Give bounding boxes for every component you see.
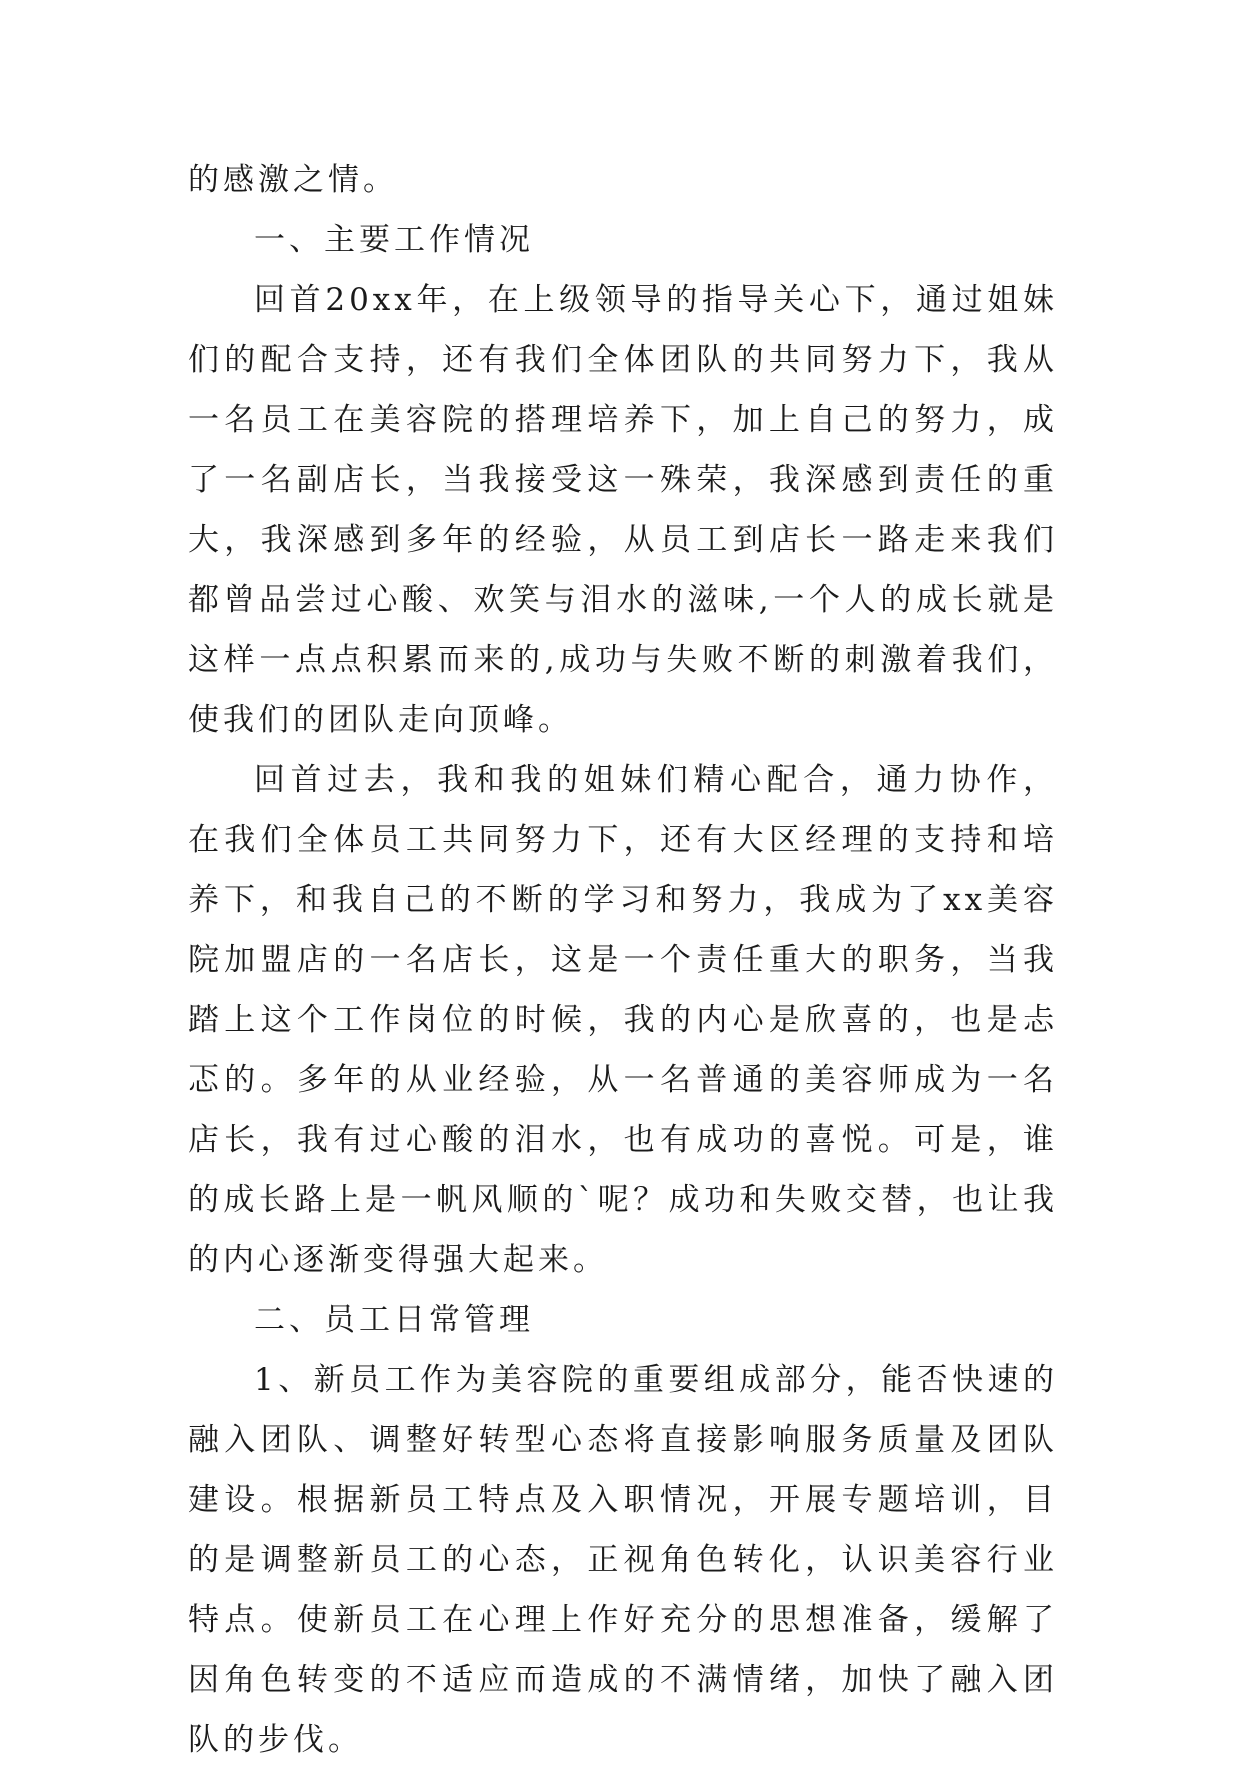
paragraph-review-past: 回首过去，我和我的姐妹们精心配合，通力协作，在我们全体员工共同努力下，还有大区经理的支持和培养下，和我自己的不断的学习和努力，我成为了xx美容院加盟店的一名店长，这是一个责任重大的职务，当我踏上这个工作岗位的时候，我的内心是欣喜的，也是忐忑的。多年的从业经验，从一名普通的美容师成为一名店长，我有过心酸的泪水，也有成功的喜悦。可是，谁的成长路上是一帆风顺的`呢？成功和失败交替，也让我的内心逐渐变得强大起来。	[188, 762, 1058, 1278]
section-heading-main-work: 一、主要工作情况	[254, 222, 534, 258]
paragraph-review-year: 回首20xx年，在上级领导的指导关心下，通过姐妹们的配合支持，还有我们全体团队的共同努力下，我从一名员工在美容院的搭理培养下，加上自己的努力，成了一名副店长，当我接受这一殊荣，我深感到责任的重大，我深感到多年的经验，从员工到店长一路走来我们都曾品尝过心酸、欢笑与泪水的滋味,一个人的成长就是这样一点点积累而来的,成功与失败不断的刺激着我们，使我们的团队走向顶峰。	[188, 282, 1058, 738]
paragraph-closing-fragment: 的感激之情。	[188, 162, 398, 198]
document-body	[188, 150, 1058, 1770]
section-heading-staff-management: 二、员工日常管理	[254, 1302, 534, 1338]
paragraph-new-staff: 1、新员工作为美容院的重要组成部分，能否快速的融入团队、调整好转型心态将直接影响服务质量及团队建设。根据新员工特点及入职情况，开展专题培训，目的是调整新员工的心态，正视角色转化，认识美容行业特点。使新员工在心理上作好充分的思想准备，缓解了因角色转变的不适应而造成的不满情绪，加快了融入团队的步伐。	[188, 1362, 1058, 1758]
